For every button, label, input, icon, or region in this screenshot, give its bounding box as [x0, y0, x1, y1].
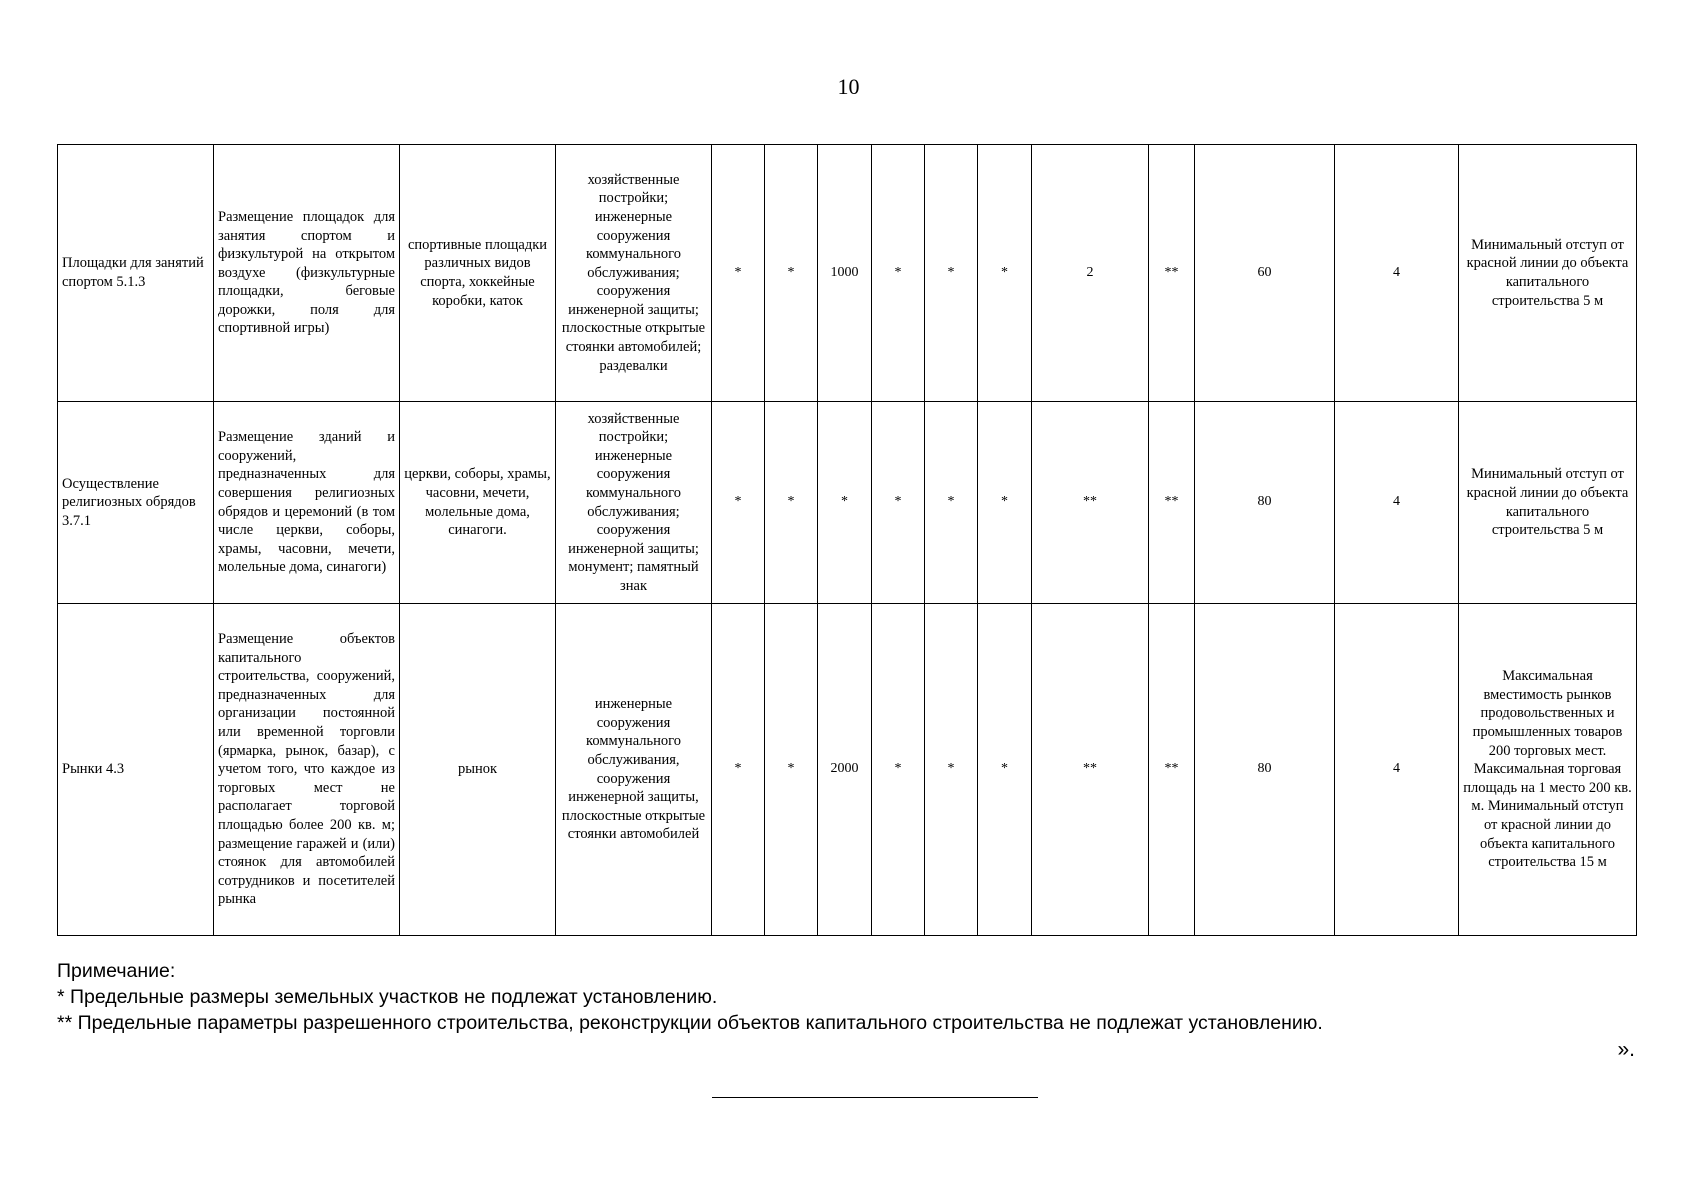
table-row	[58, 402, 1637, 604]
cell-auxiliary-objects: хозяйственные постройки; инженерные сооружения коммунального обслуживания; сооружения инженерной защиты; плоскостные открытые стоянки автомобилей; раздевалки	[556, 145, 712, 402]
cell-main-objects: спортивные площадки различных видов спорта, хоккейные коробки, каток	[400, 145, 556, 402]
cell-param-8: **	[1149, 145, 1195, 402]
cell-param-9: 80	[1195, 604, 1335, 936]
cell-param-4: *	[872, 402, 925, 604]
cell-auxiliary-objects: хозяйственные постройки; инженерные сооружения коммунального обслуживания; сооружения инженерной защиты; монумент; памятный знак	[556, 402, 712, 604]
cell-main-objects: церкви, соборы, храмы, часовни, мечети, молельные дома, синагоги.	[400, 402, 556, 604]
cell-param-4: *	[872, 604, 925, 936]
cell-param-3: *	[818, 402, 872, 604]
cell-use-name: Осуществление религиозных обрядов 3.7.1	[58, 402, 214, 604]
cell-param-5: *	[925, 145, 978, 402]
cell-param-2: *	[765, 604, 818, 936]
cell-param-6: *	[978, 402, 1032, 604]
table-row	[58, 145, 1637, 402]
cell-param-3: 2000	[818, 604, 872, 936]
table-row	[58, 604, 1637, 936]
cell-use-name: Площадки для занятий спортом 5.1.3	[58, 145, 214, 402]
footnote-line: ** Предельные параметры разрешенного строительства, реконструкции объектов капитального строительства не подлежат установлению.	[57, 1012, 1323, 1034]
cell-notes: Максимальная вместимость рынков продовольственных и промышленных товаров 200 торговых мест. Максимальная торговая площадь на 1 место 200 кв. м. Минимальный отступ от красной линии до объекта капитального строительства 15 м	[1459, 604, 1637, 936]
cell-param-6: *	[978, 145, 1032, 402]
cell-param-8: **	[1149, 402, 1195, 604]
cell-param-2: *	[765, 145, 818, 402]
footnote-heading: Примечание:	[57, 960, 176, 982]
cell-notes: Минимальный отступ от красной линии до объекта капитального строительства 5 м	[1459, 402, 1637, 604]
cell-use-description: Размещение площадок для занятия спортом и физкультурой на открытом воздухе (физкультурные площадки, беговые дорожки, поля для спортивной игры)	[214, 145, 400, 402]
footnote-line: * Предельные размеры земельных участков не подлежат установлению.	[57, 986, 718, 1008]
cell-param-10: 4	[1335, 604, 1459, 936]
cell-param-5: *	[925, 604, 978, 936]
cell-param-1: *	[712, 402, 765, 604]
cell-param-5: *	[925, 402, 978, 604]
page-number: 10	[837, 74, 860, 99]
cell-param-10: 4	[1335, 145, 1459, 402]
cell-param-4: *	[872, 145, 925, 402]
cell-param-9: 60	[1195, 145, 1335, 402]
cell-auxiliary-objects: инженерные сооружения коммунального обслуживания, сооружения инженерной защиты, плоскостные открытые стоянки автомобилей	[556, 604, 712, 936]
cell-param-3: 1000	[818, 145, 872, 402]
cell-param-8: **	[1149, 604, 1195, 936]
cell-notes: Минимальный отступ от красной линии до объекта капитального строительства 5 м	[1459, 145, 1637, 402]
footnote-block	[57, 958, 1637, 1036]
cell-param-1: *	[712, 145, 765, 402]
end-separator-line	[712, 1097, 1038, 1098]
cell-param-1: *	[712, 604, 765, 936]
cell-param-7: 2	[1032, 145, 1149, 402]
cell-main-objects: рынок	[400, 604, 556, 936]
cell-use-description: Размещение зданий и сооружений, предназначенных для совершения религиозных обрядов и церемоний (в том числе церкви, соборы, храмы, часовни, мечети, молельные дома, синагоги)	[214, 402, 400, 604]
cell-use-name: Рынки 4.3	[58, 604, 214, 936]
closing-quote-mark: ».	[1617, 1038, 1635, 1061]
cell-param-10: 4	[1335, 402, 1459, 604]
cell-param-6: *	[978, 604, 1032, 936]
land-use-regulations-table	[57, 144, 1637, 936]
cell-use-description: Размещение объектов капитального строительства, сооружений, предназначенных для организации постоянной или временной торговли (ярмарка, рынок, базар), с учетом того, что каждое из торговых мест не располагает торговой площадью более 200 кв. м; размещение гаражей и (или) стоянок для автомобилей сотрудников и посетителей рынка	[214, 604, 400, 936]
cell-param-7: **	[1032, 402, 1149, 604]
cell-param-2: *	[765, 402, 818, 604]
cell-param-9: 80	[1195, 402, 1335, 604]
cell-param-7: **	[1032, 604, 1149, 936]
